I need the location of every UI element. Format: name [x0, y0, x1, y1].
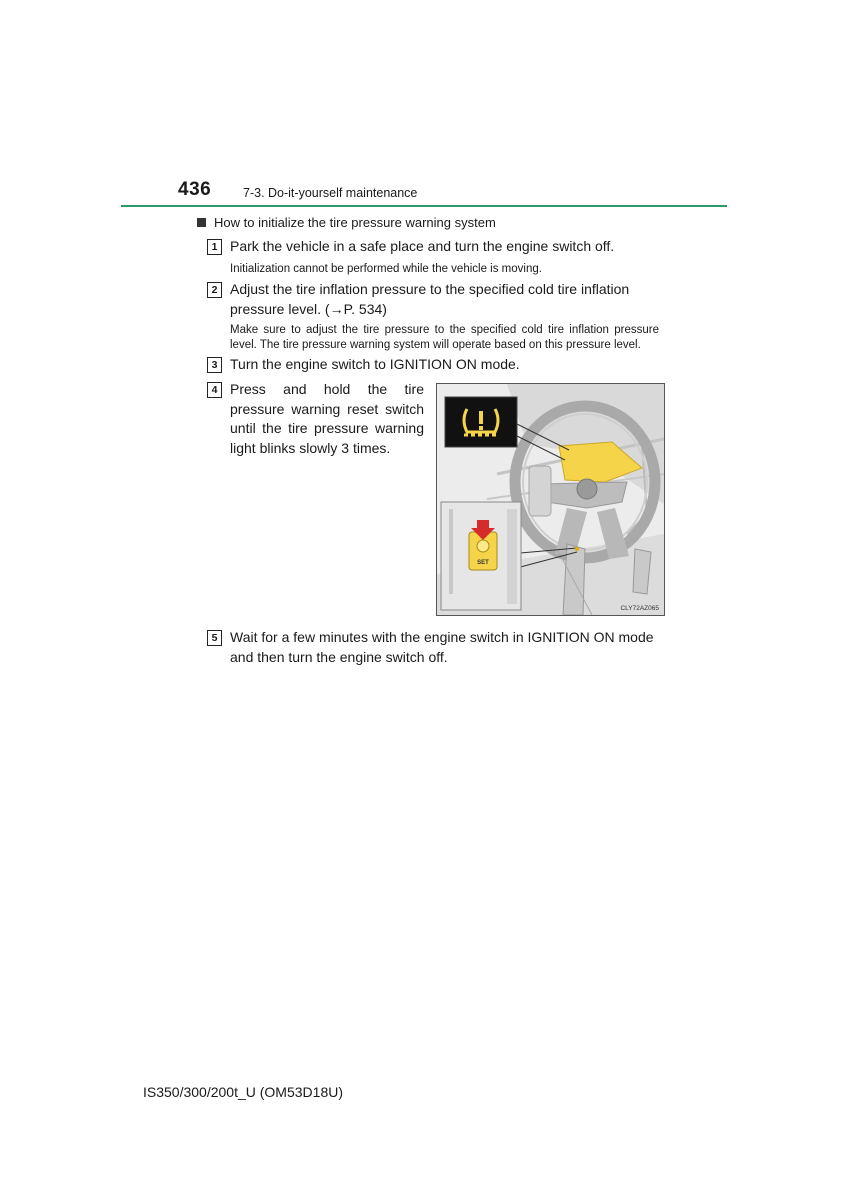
square-bullet-icon — [197, 218, 206, 227]
header-rule — [121, 205, 727, 207]
page-number: 436 — [178, 179, 212, 200]
subheading-text: How to initialize the tire pressure warning system — [214, 215, 496, 230]
step-number: 1 — [207, 239, 222, 255]
switch-label: SET — [477, 560, 489, 566]
step-text: Wait for a few minutes with the engine switch in IGNITION ON mode and then turn the engine switch off. — [230, 629, 654, 665]
step-1-note: Initialization cannot be performed while the vehicle is moving. — [230, 263, 542, 275]
tire-pressure-warning-icon — [445, 397, 517, 447]
step-number: 3 — [207, 357, 222, 373]
subheading — [197, 215, 496, 230]
step-text: Turn the engine switch to IGNITION ON mode. — [230, 356, 520, 372]
step-text: Park the vehicle in a safe place and turn the engine switch off. — [230, 238, 615, 254]
step-text: Press and hold the tire pressure warning reset switch until the tire pressure warning light blinks slowly 3 times. — [230, 381, 424, 456]
step-number: 5 — [207, 630, 222, 646]
dashboard-illustration — [437, 384, 664, 615]
illustration-code: CLY72AZ065 — [620, 605, 659, 612]
illustration — [436, 383, 665, 616]
section-title: 7-3. Do-it-yourself maintenance — [243, 186, 418, 200]
step-number: 2 — [207, 282, 222, 298]
step-text: Adjust the tire inflation pressure to the specified cold tire inflation pressure level. (→P. 534) — [230, 281, 630, 317]
footer-model-code: IS350/300/200t_U (OM53D18U) — [143, 1084, 343, 1100]
step-number: 4 — [207, 382, 222, 398]
reset-switch-icon — [441, 502, 521, 610]
step-2-note: Make sure to adjust the tire pressure to the specified cold tire inflation pressure level. The tire pressure warning system will operate based on this pressure level. — [230, 324, 659, 351]
